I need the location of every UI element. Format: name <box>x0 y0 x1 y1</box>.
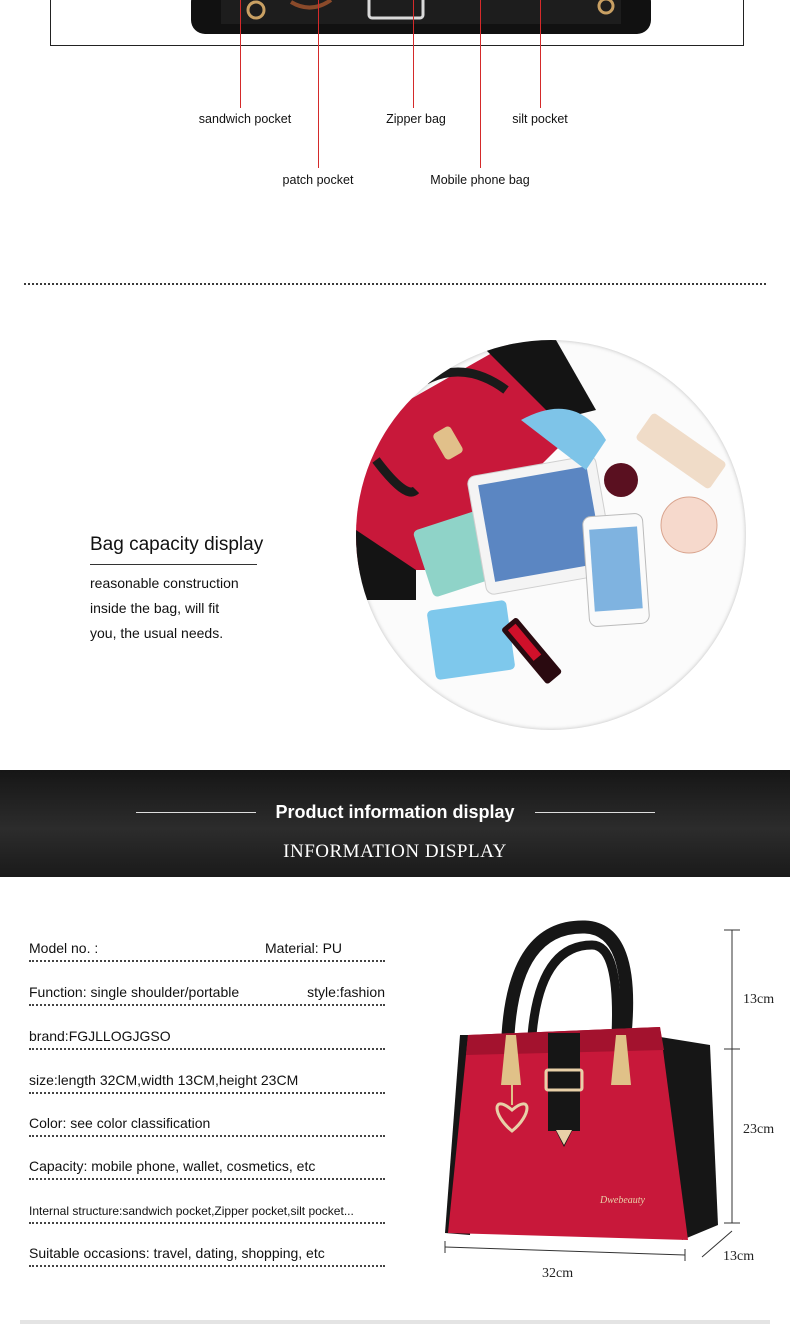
dimension-depth: 13cm <box>723 1249 755 1264</box>
handbag-illustration <box>420 915 790 1290</box>
spec-material: Material: PU <box>265 940 343 956</box>
spec-style: style:fashion <box>307 984 385 1000</box>
capacity-title: Bag capacity display <box>90 534 264 555</box>
sandwich-pocket-label: sandwich pocket <box>198 112 292 126</box>
patch-pocket-label: patch pocket <box>282 173 354 187</box>
patch-pocket-pointer <box>318 0 319 168</box>
dimension-length: 32cm <box>542 1266 574 1281</box>
dimension-handle-height: 13cm <box>743 992 775 1007</box>
bag-contents-image <box>356 340 746 730</box>
capacity-description-line: inside the bag, will fit <box>90 600 220 616</box>
spec-row-size <box>29 1068 385 1094</box>
capacity-description-line: you, the usual needs. <box>90 625 224 641</box>
capacity-title-underline <box>90 564 257 565</box>
spec-row-color <box>29 1111 385 1137</box>
spec-size: size:length 32CM,width 13CM,height 23CM <box>29 1072 299 1088</box>
spec-capacity: Capacity: mobile phone, wallet, cosmetics, etc <box>29 1158 316 1174</box>
spec-brand: brand:FGJLLOGJGSO <box>29 1028 171 1044</box>
bag-interior-image <box>51 0 744 46</box>
spec-function: Function: single shoulder/portable <box>29 984 240 1000</box>
spec-occasions: Suitable occasions: travel, dating, shopping, etc <box>29 1245 325 1261</box>
bag-interior-image-frame <box>50 0 744 46</box>
product-photo <box>420 915 790 1290</box>
pocket-callout-section <box>0 0 790 250</box>
banner-subtitle: INFORMATION DISPLAY <box>283 841 507 862</box>
dimension-body-height: 23cm <box>743 1122 775 1137</box>
spec-row-internal-structure <box>29 1198 385 1224</box>
spec-row-occasions <box>29 1241 385 1267</box>
spec-internal-structure: Internal structure:sandwich pocket,Zipper pocket,silt pocket... <box>29 1204 354 1218</box>
spec-row-capacity <box>29 1154 385 1180</box>
svg-text:Dwebeauty: Dwebeauty <box>600 1195 645 1206</box>
spec-row-brand <box>29 1024 385 1050</box>
spec-model-no: Model no. : <box>29 940 99 956</box>
silt-pocket-label: silt pocket <box>512 112 568 126</box>
spec-row-model-material <box>29 936 385 962</box>
mobile-phone-bag-pointer <box>480 0 481 168</box>
product-info-banner <box>0 770 790 877</box>
zipper-bag-label: Zipper bag <box>386 112 446 126</box>
silt-pocket-pointer <box>540 0 541 108</box>
section-divider <box>24 283 766 285</box>
bag-contents-illustration <box>356 340 746 730</box>
capacity-description-line: reasonable construction <box>90 575 239 591</box>
zipper-bag-pointer <box>413 0 414 108</box>
spec-row-function-style <box>29 980 385 1006</box>
spec-color: Color: see color classification <box>29 1115 211 1131</box>
banner-title: Product information display <box>275 802 515 822</box>
mobile-phone-bag-label: Mobile phone bag <box>430 173 530 187</box>
bottom-divider <box>20 1320 770 1324</box>
sandwich-pocket-pointer <box>240 0 241 108</box>
